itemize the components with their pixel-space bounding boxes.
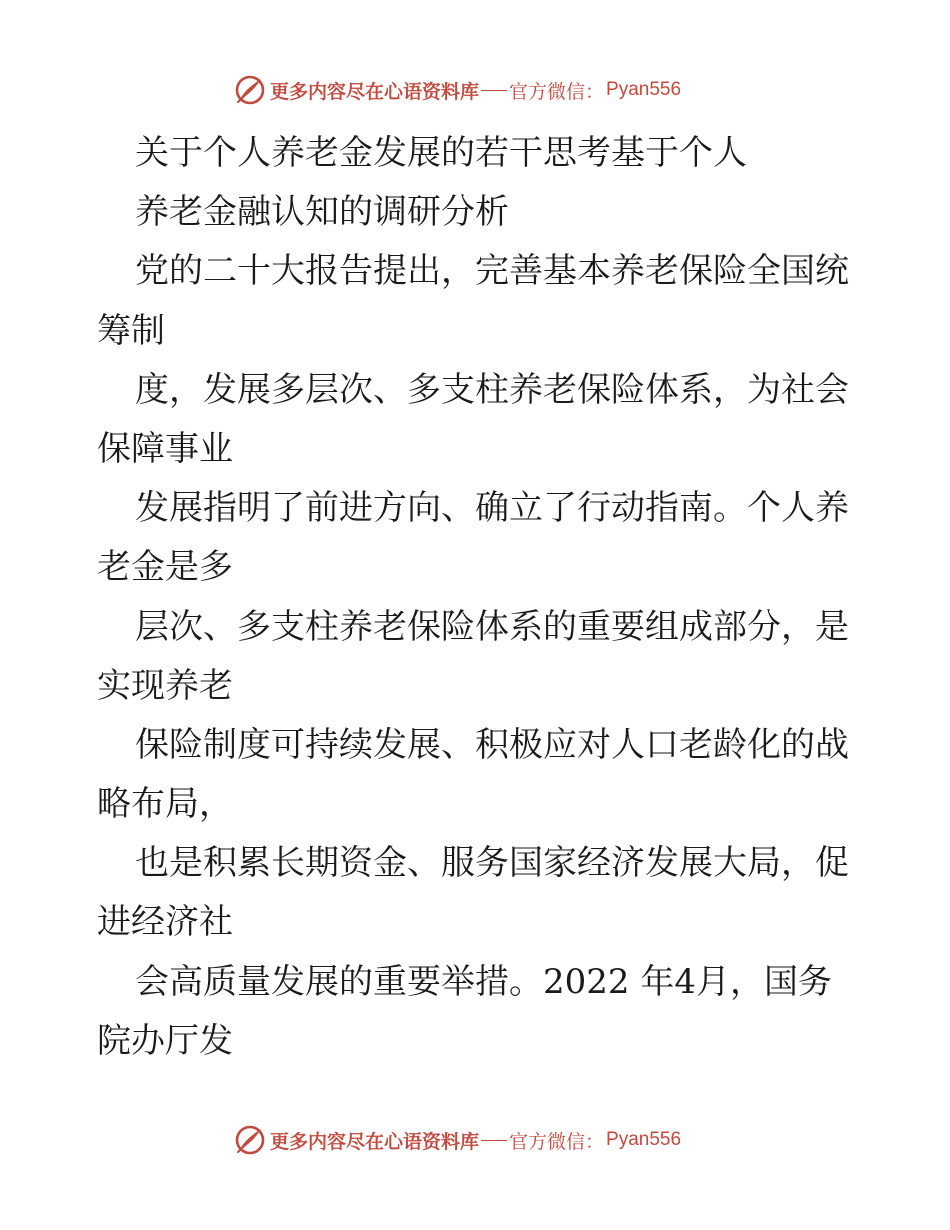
text-line: 会高质量发展的重要举措。2022 年4月，国务 [135, 961, 832, 1002]
text-line: 进经济社 [97, 902, 233, 943]
text-line: 党的二十大报告提出，完善基本养老保险全国统 [135, 251, 849, 292]
text-line: 也是积累长期资金、服务国家经济发展大局，促 [135, 843, 849, 884]
text-line: 老金是多 [97, 547, 233, 588]
document-body [97, 124, 867, 1071]
watermark-wechat-id: Pyan556 [606, 1129, 682, 1150]
watermark-wechat-label: 官方微信： [509, 1130, 605, 1153]
text-line: 院办厅发 [97, 1020, 233, 1061]
watermark-dash [481, 90, 507, 91]
text-line: 实现养老 [97, 665, 233, 706]
text-line: 关于个人养老金发展的若干思考基于个人 [135, 133, 747, 173]
text-line: 度，发展多层次、多支柱养老保险体系，为社会 [135, 369, 849, 410]
text-line: 筹制 [97, 310, 165, 351]
text-line: 略布局， [97, 784, 233, 825]
text-line: 层次、多支柱养老保险体系的重要组成部分，是 [135, 606, 849, 647]
watermark-wechat-label: 官方微信： [509, 80, 605, 103]
watermark-dash [481, 1140, 507, 1141]
text-line: 养老金融认知的调研分析 [135, 192, 509, 233]
watermark-footer [234, 1123, 681, 1157]
watermark-brand: 更多内容尽在心语资料库 [270, 1130, 480, 1153]
text-line: 发展指明了前进方向、确立了行动指南。个人养 [135, 488, 849, 529]
watermark-brand: 更多内容尽在心语资料库 [270, 80, 480, 103]
text-line: 保障事业 [97, 428, 233, 469]
watermark-header [234, 73, 681, 107]
text-line: 保险制度可持续发展、积极应对人口老龄化的战 [135, 724, 849, 765]
watermark-wechat-id: Pyan556 [606, 79, 682, 100]
quill-seal-icon [234, 1124, 266, 1156]
quill-seal-icon [234, 74, 266, 106]
